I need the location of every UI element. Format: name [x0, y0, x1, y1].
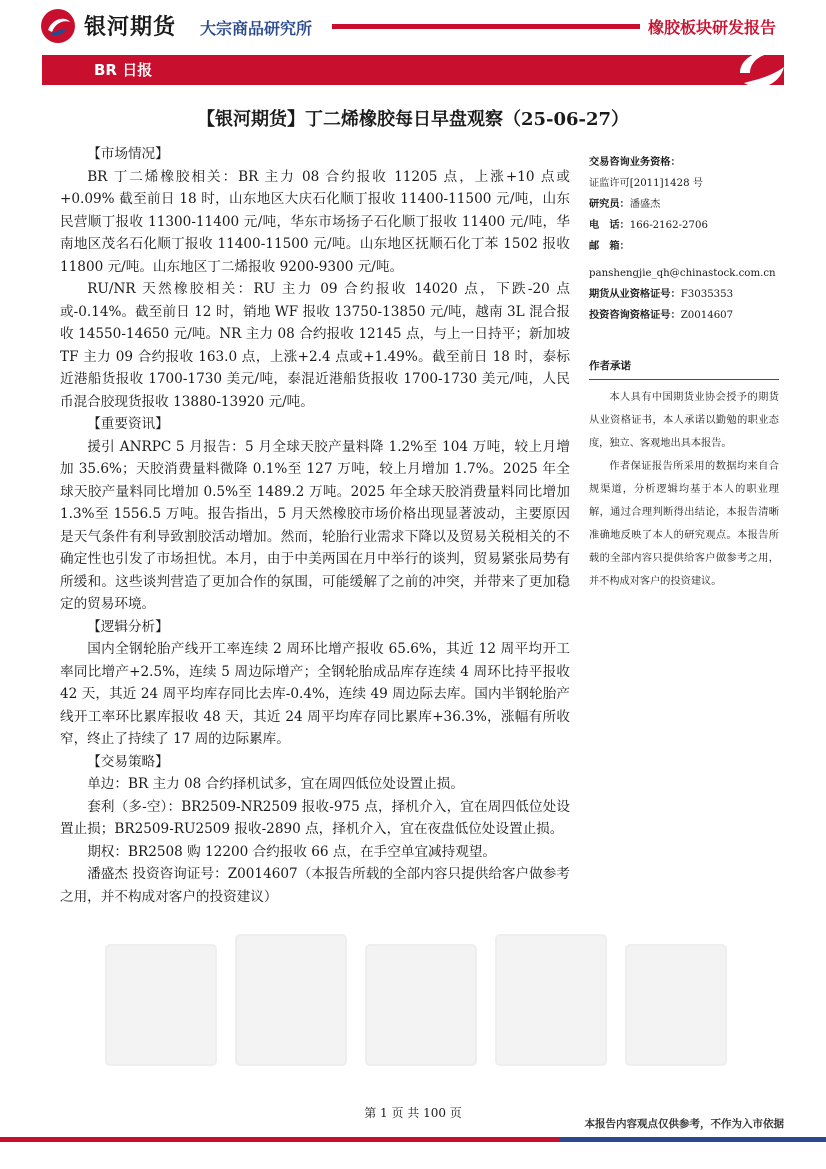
section-heading: 【重要资讯】 [87, 416, 169, 432]
consult-cert-label: 投资咨询资格证号： [589, 310, 681, 321]
sidebar [589, 152, 779, 593]
futures-cert-label: 期货从业资格证号： [589, 289, 681, 300]
phone-label: 电 话： [589, 220, 630, 231]
paragraph: BR 丁二烯橡胶相关：BR 主力 08 合约报收 11205 点，上涨+10 点或+0.09% 截至前日 18 时，山东地区大庆石化顺丁报收 11400-11500 元/吨，山东民营顺丁报收 11300-11400 元/吨，华东市场扬子石化顺丁报收 11400 元/吨，华南地区茂名石化顺丁报收 11400-11500 元/吨。山东地区抚顺石化丁苯 1502 报收 11800 元/吨。山东地区丁二烯报收 9200-9300 元/吨。 [60, 168, 570, 275]
report-type: 橡胶板块研发报告 [648, 18, 777, 37]
galaxy-logo-icon [40, 8, 76, 44]
license-number: 证监许可[2011]1428 号 [589, 178, 703, 189]
paragraph: 援引 ANRPC 5 月报告：5 月全球天胶产量料降 1.2%至 104 万吨，较上月增加 35.6%；天胶消费量料微降 0.1%至 127 万吨，较上月增加 1.7%。2025 年全球天胶产量料同比增加 0.5%至 1489.2 万吨。2025 年全球天胶消费量料同比增加 1.3%至 1556.5 万吨。报告指出，5 月天然橡胶市场价格出现显著波动，主要原因是天气条件有利导致割胶活动增加。然而，轮胎行业需求下降以及贸易关税相关的不确定性也引发了市场担忧。本月，由于中美两国在月中举行的谈判，贸易紧张局势有所缓和。这些谈判营造了更加合作的氛围，可能缓解了之前的冲突，并带来了更加稳定的贸易环境。 [60, 438, 570, 612]
section-heading: 【市场情况】 [87, 146, 169, 162]
commitment-paragraph: 作者保证报告所采用的数据均来自合规渠道，分析逻辑均基于本人的职业理解，通过合理判断得出结论，本报告清晰准确地反映了本人的研究观点。本报告所载的全部内容只提供给客户做参考之用，并不构成对客户的投资建议。 [589, 461, 779, 587]
footer-bar-blue [560, 1137, 826, 1142]
email-label: 邮 箱： [589, 241, 630, 252]
page-header [0, 0, 826, 52]
section-heading: 【交易策略】 [87, 753, 169, 770]
footer-disclaimer: 本报告内容观点仅供参考，不作为入市依据 [584, 1118, 784, 1130]
paragraph: 国内全钢轮胎产线开工率连续 2 周环比增产报收 65.6%，其近 12 周平均开工率同比增产+2.5%，连续 5 周边际增产；全钢轮胎成品库存连续 4 周环比持平报收 42 天，其近 24 周平均库存同比去库-0.4%，连续 49 周边际去库。国内半钢轮胎产线开工率环比累库报收 48 天，其近 24 周平均库存同比累库+36.3%，涨幅有所收窄，终止了持续了 17 周的边际累库。 [60, 641, 570, 747]
report-banner [42, 55, 784, 85]
banner-label: BR 日报 [94, 61, 153, 79]
email-address: panshengjie_qh@chinastock.com.cn [589, 268, 776, 279]
commitment-paragraph: 本人具有中国期货业协会授予的期货从业资格证书，本人承诺以勤勉的职业态度，独立、客观地出具本报告。 [589, 392, 779, 449]
section-heading: 【逻辑分析】 [87, 618, 169, 635]
swoosh-logo-icon [736, 43, 788, 97]
paragraph: 期权：BR2508 购 12200 合约报收 66 点，在手空单宜减持观望。 [87, 843, 497, 860]
company-name: 银河期货 [84, 15, 177, 40]
commitment-title: 作者承诺 [589, 360, 631, 372]
researcher-name: 潘盛杰 [629, 199, 661, 210]
phone-number: 166-2162-2706 [629, 220, 708, 231]
qualification-title: 交易咨询业务资格： [589, 157, 681, 168]
paragraph: RU/NR 天然橡胶相关：RU 主力 09 合约报收 14020 点，下跌-20 点或-0.14%。截至前日 12 时，销地 WF 报收 13750-13850 元/吨，越南 3L 混合报收 14550-14650 元/吨。NR 主力 08 合约报收 12145 点，与上一日持平；新加坡 TF 主力 09 合约报收 163.0 点，上涨+2.4 点或+1.49%。截至前日 18 时，泰标近港船货报收 1700-1730 美元/吨，泰混近港船货报收 1700-1730 美元/吨，人民币混合胶现货报收 13880-13920 元/吨。 [60, 281, 570, 410]
paragraph: 单边：BR 主力 08 合约择机试多，宜在周四低位处设置止损。 [87, 776, 464, 792]
paragraph: 潘盛杰 投资咨询证号：Z0014607（本报告所载的全部内容只提供给客户做参考之用，并不构成对客户的投资建议） [60, 866, 570, 905]
consult-cert: Z0014607 [680, 310, 734, 321]
watermark-logo [96, 925, 736, 1075]
footer-bar-red [0, 1137, 560, 1142]
main-content [60, 143, 570, 908]
institute-name: 大宗商品研究所 [200, 19, 313, 38]
paragraph: 套利（多-空）：BR2509-NR2509 报收-975 点，择机介入，宜在周四低位处设置止损；BR2509-RU2509 报收-2890 点，择机介入，宜在夜盘低位处设置止损。 [60, 798, 570, 837]
commitment-rule [589, 379, 779, 380]
futures-cert: F3035353 [680, 289, 734, 300]
page-title: 【银河期货】丁二烯橡胶每日早盘观察（25-06-27） [196, 109, 630, 130]
page-number: 第 1 页 共 100 页 [364, 1106, 462, 1120]
header-rule [332, 24, 640, 29]
researcher-label: 研究员： [589, 199, 630, 210]
